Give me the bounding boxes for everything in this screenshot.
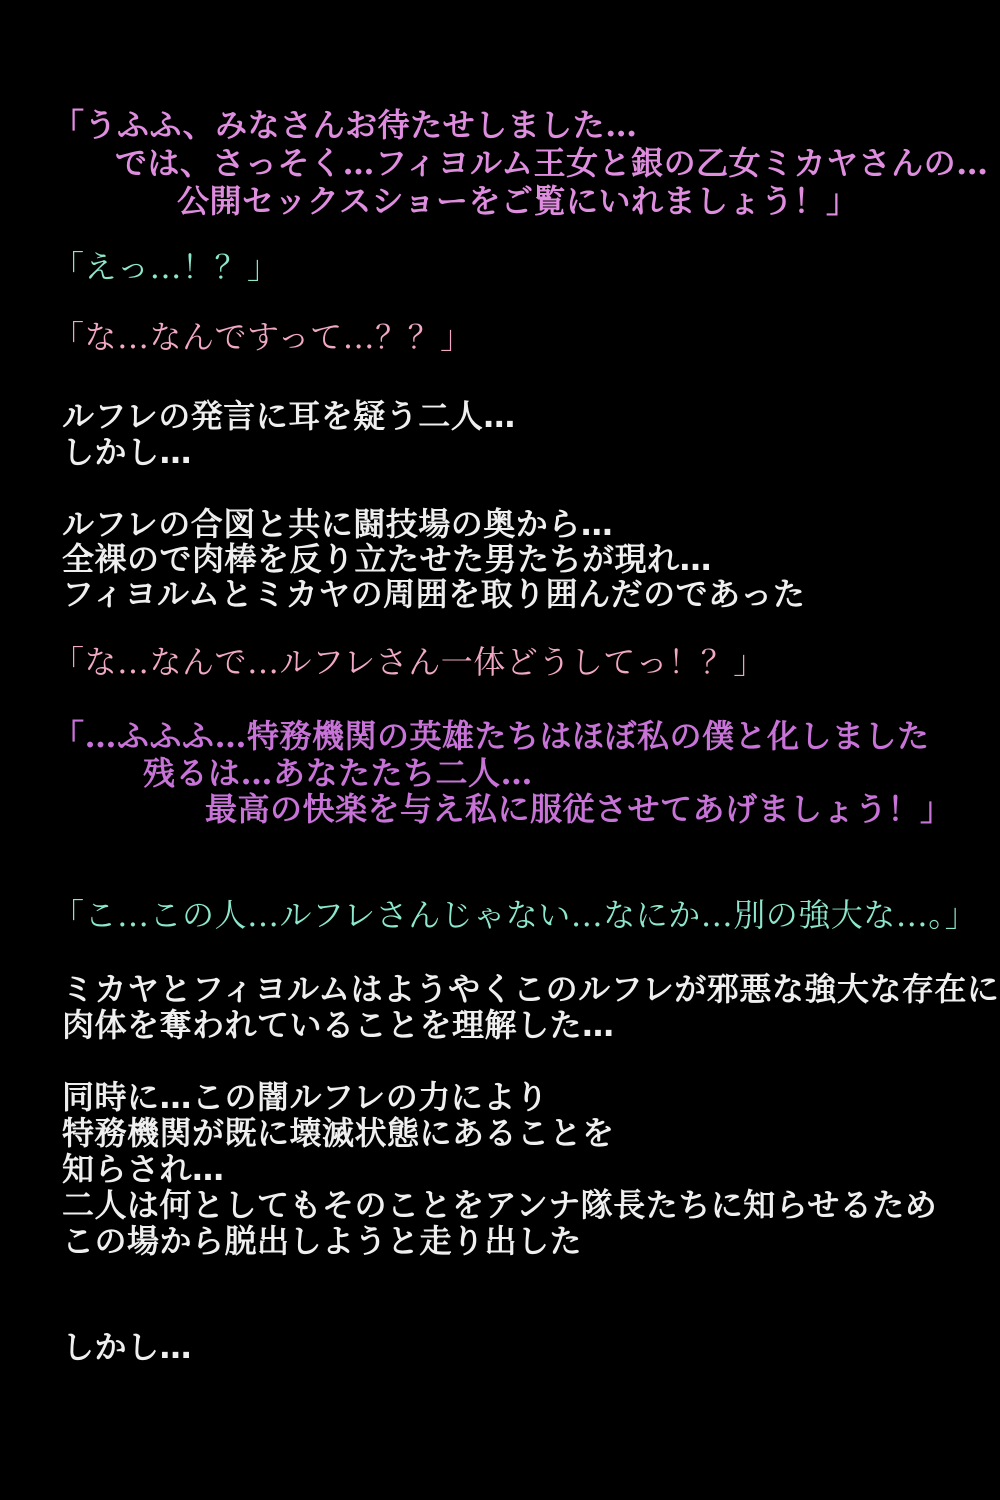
dialogue-line-protest: 「な…なんで…ルフレさん一体どうしてっ！？」: [52, 643, 766, 681]
narration-line: 知らされ…: [62, 1150, 225, 1188]
narration-line: ミカヤとフィヨルムはようやくこのルフレが邪悪な強大な存在に: [62, 970, 1000, 1008]
narration-line: フィヨルムとミカヤの周囲を取り囲んだのであった: [62, 575, 806, 613]
dialogue-line-realization: 「こ…この人…ルフレさんじゃない…なにか…別の強大な…。」: [52, 896, 978, 934]
dialogue-line-announcer-3: 公開セックスショーをご覧にいれましょう！」: [177, 182, 859, 220]
narration-line: 全裸ので肉棒を反り立たせた男たちが現れ…: [62, 540, 713, 578]
narration-line: ルフレの合図と共に闘技場の奥から…: [62, 505, 614, 543]
dialogue-line-dark-robin-3: 最高の快楽を与え私に服従させてあげましょう！」: [205, 790, 953, 828]
dialogue-line-shock-question: 「な…なんですって…？？」: [52, 318, 473, 356]
narration-line: しかし…: [62, 433, 193, 471]
narration-line: 肉体を奪われていることを理解した…: [62, 1006, 615, 1044]
narration-line: 特務機関が既に壊滅状態にあることを: [62, 1114, 615, 1152]
narration-line: 二人は何としてもそのことをアンナ隊長たちに知らせるため: [62, 1186, 938, 1224]
narration-line: しかし…: [62, 1328, 193, 1366]
dialogue-line-announcer-1: 「うふふ、みなさんお待たせしました…: [52, 106, 638, 144]
narration-line: この場から脱出しようと走り出した: [62, 1222, 583, 1260]
dialogue-line-shock-exclaim: 「えっ…！？」: [52, 248, 280, 286]
dialogue-line-announcer-2: では、さっそく…フィヨルム王女と銀の乙女ミカヤさんの…: [115, 144, 989, 182]
narration-line: 同時に…この闇ルフレの力により: [62, 1078, 549, 1116]
dialogue-line-dark-robin-1: 「…ふふふ…特務機関の英雄たちはほぼ私の僕と化しました: [52, 717, 930, 755]
narration-line: ルフレの発言に耳を疑う二人…: [62, 397, 516, 435]
dialogue-line-dark-robin-2: 残るは…あなたたち二人…: [143, 754, 534, 792]
